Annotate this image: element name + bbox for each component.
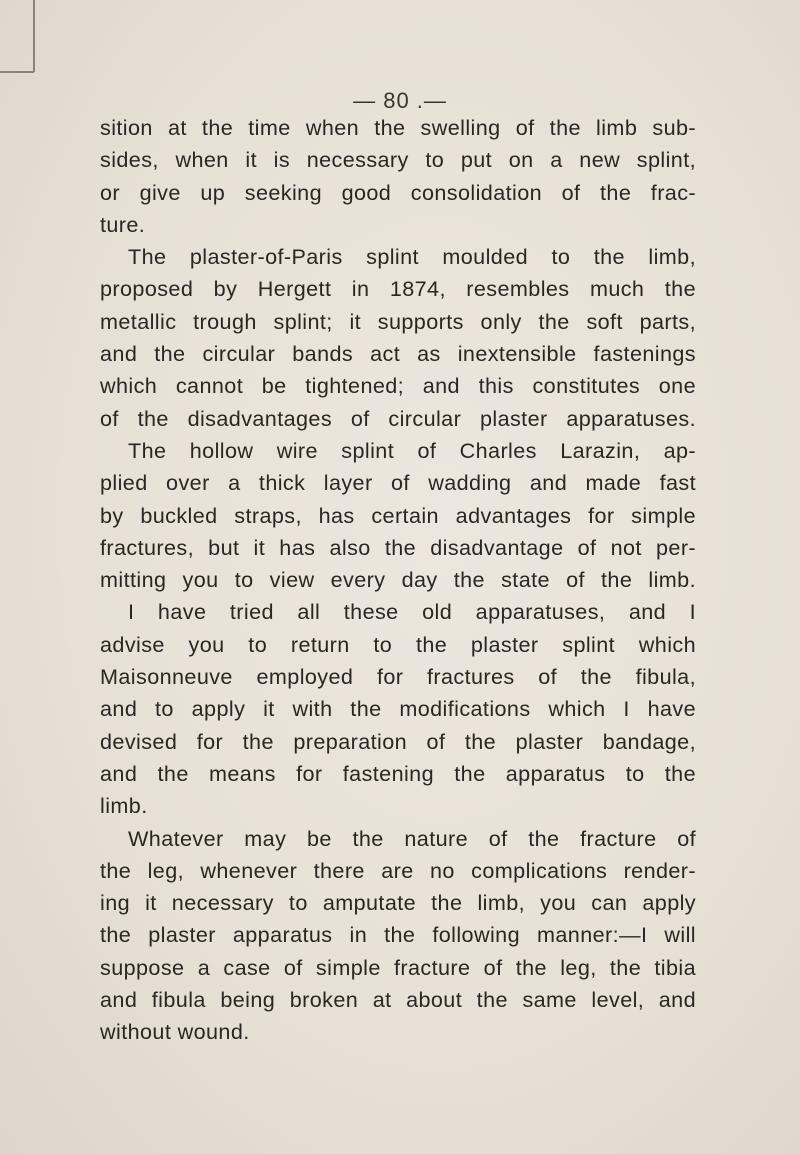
text-line: plied over a thick layer of wadding and made fast [100,470,696,496]
text-line: mitting you to view every day the state of the limb. [100,567,696,593]
text-line: sides, when it is necessary to put on a new splint, [100,147,696,173]
text-line: I have tried all these old apparatuses, and I [128,599,696,625]
text-line: and the means for fastening the apparatus to the [100,760,696,786]
text-line: advise you to return to the plaster splint which [100,631,696,657]
text-line: ture. [100,211,146,237]
text-line: The plaster-of-Paris splint moulded to the limb, [128,244,696,270]
text-line: without wound. [100,1019,250,1045]
text-line: or give up seeking good consolidation of the frac- [100,179,696,205]
text-line: of the disadvantages of circular plaster apparatuses. [100,405,696,431]
text-line: The hollow wire splint of Charles Larazin, ap- [128,437,696,463]
text-line: the leg, whenever there are no complications render- [100,857,696,883]
text-line: Maisonneuve employed for fractures of the fibula, [100,664,696,690]
text-line: ing it necessary to amputate the limb, you can apply [100,890,696,916]
text-line: fractures, but it has also the disadvantage of not per- [100,534,696,560]
text-line: suppose a case of simple fracture of the leg, the tibia [100,954,696,980]
text-line: and the circular bands act as inextensible fastenings [100,341,696,367]
text-line: by buckled straps, has certain advantages for simple [100,502,696,528]
text-line: metallic trough splint; it supports only the soft parts, [100,308,696,334]
text-line: limb. [100,793,148,819]
text-line: proposed by Hergett in 1874, resembles much the [100,276,696,302]
text-line: Whatever may be the nature of the fracture of [128,825,696,851]
page-edge-mark-vertical [33,0,35,72]
page-number: — 80 .— [353,88,447,113]
text-line: and fibula being broken at about the same level, and [100,987,696,1013]
text-line: the plaster apparatus in the following manner:—I will [100,922,696,948]
text-line: which cannot be tightened; and this constitutes one [100,373,696,399]
page-edge-mark-horizontal [0,71,34,73]
text-line: and to apply it with the modifications which I have [100,696,696,722]
body-text [100,112,696,1049]
text-line: sition at the time when the swelling of the limb sub- [100,115,696,140]
text-line: devised for the preparation of the plaster bandage, [100,728,696,754]
